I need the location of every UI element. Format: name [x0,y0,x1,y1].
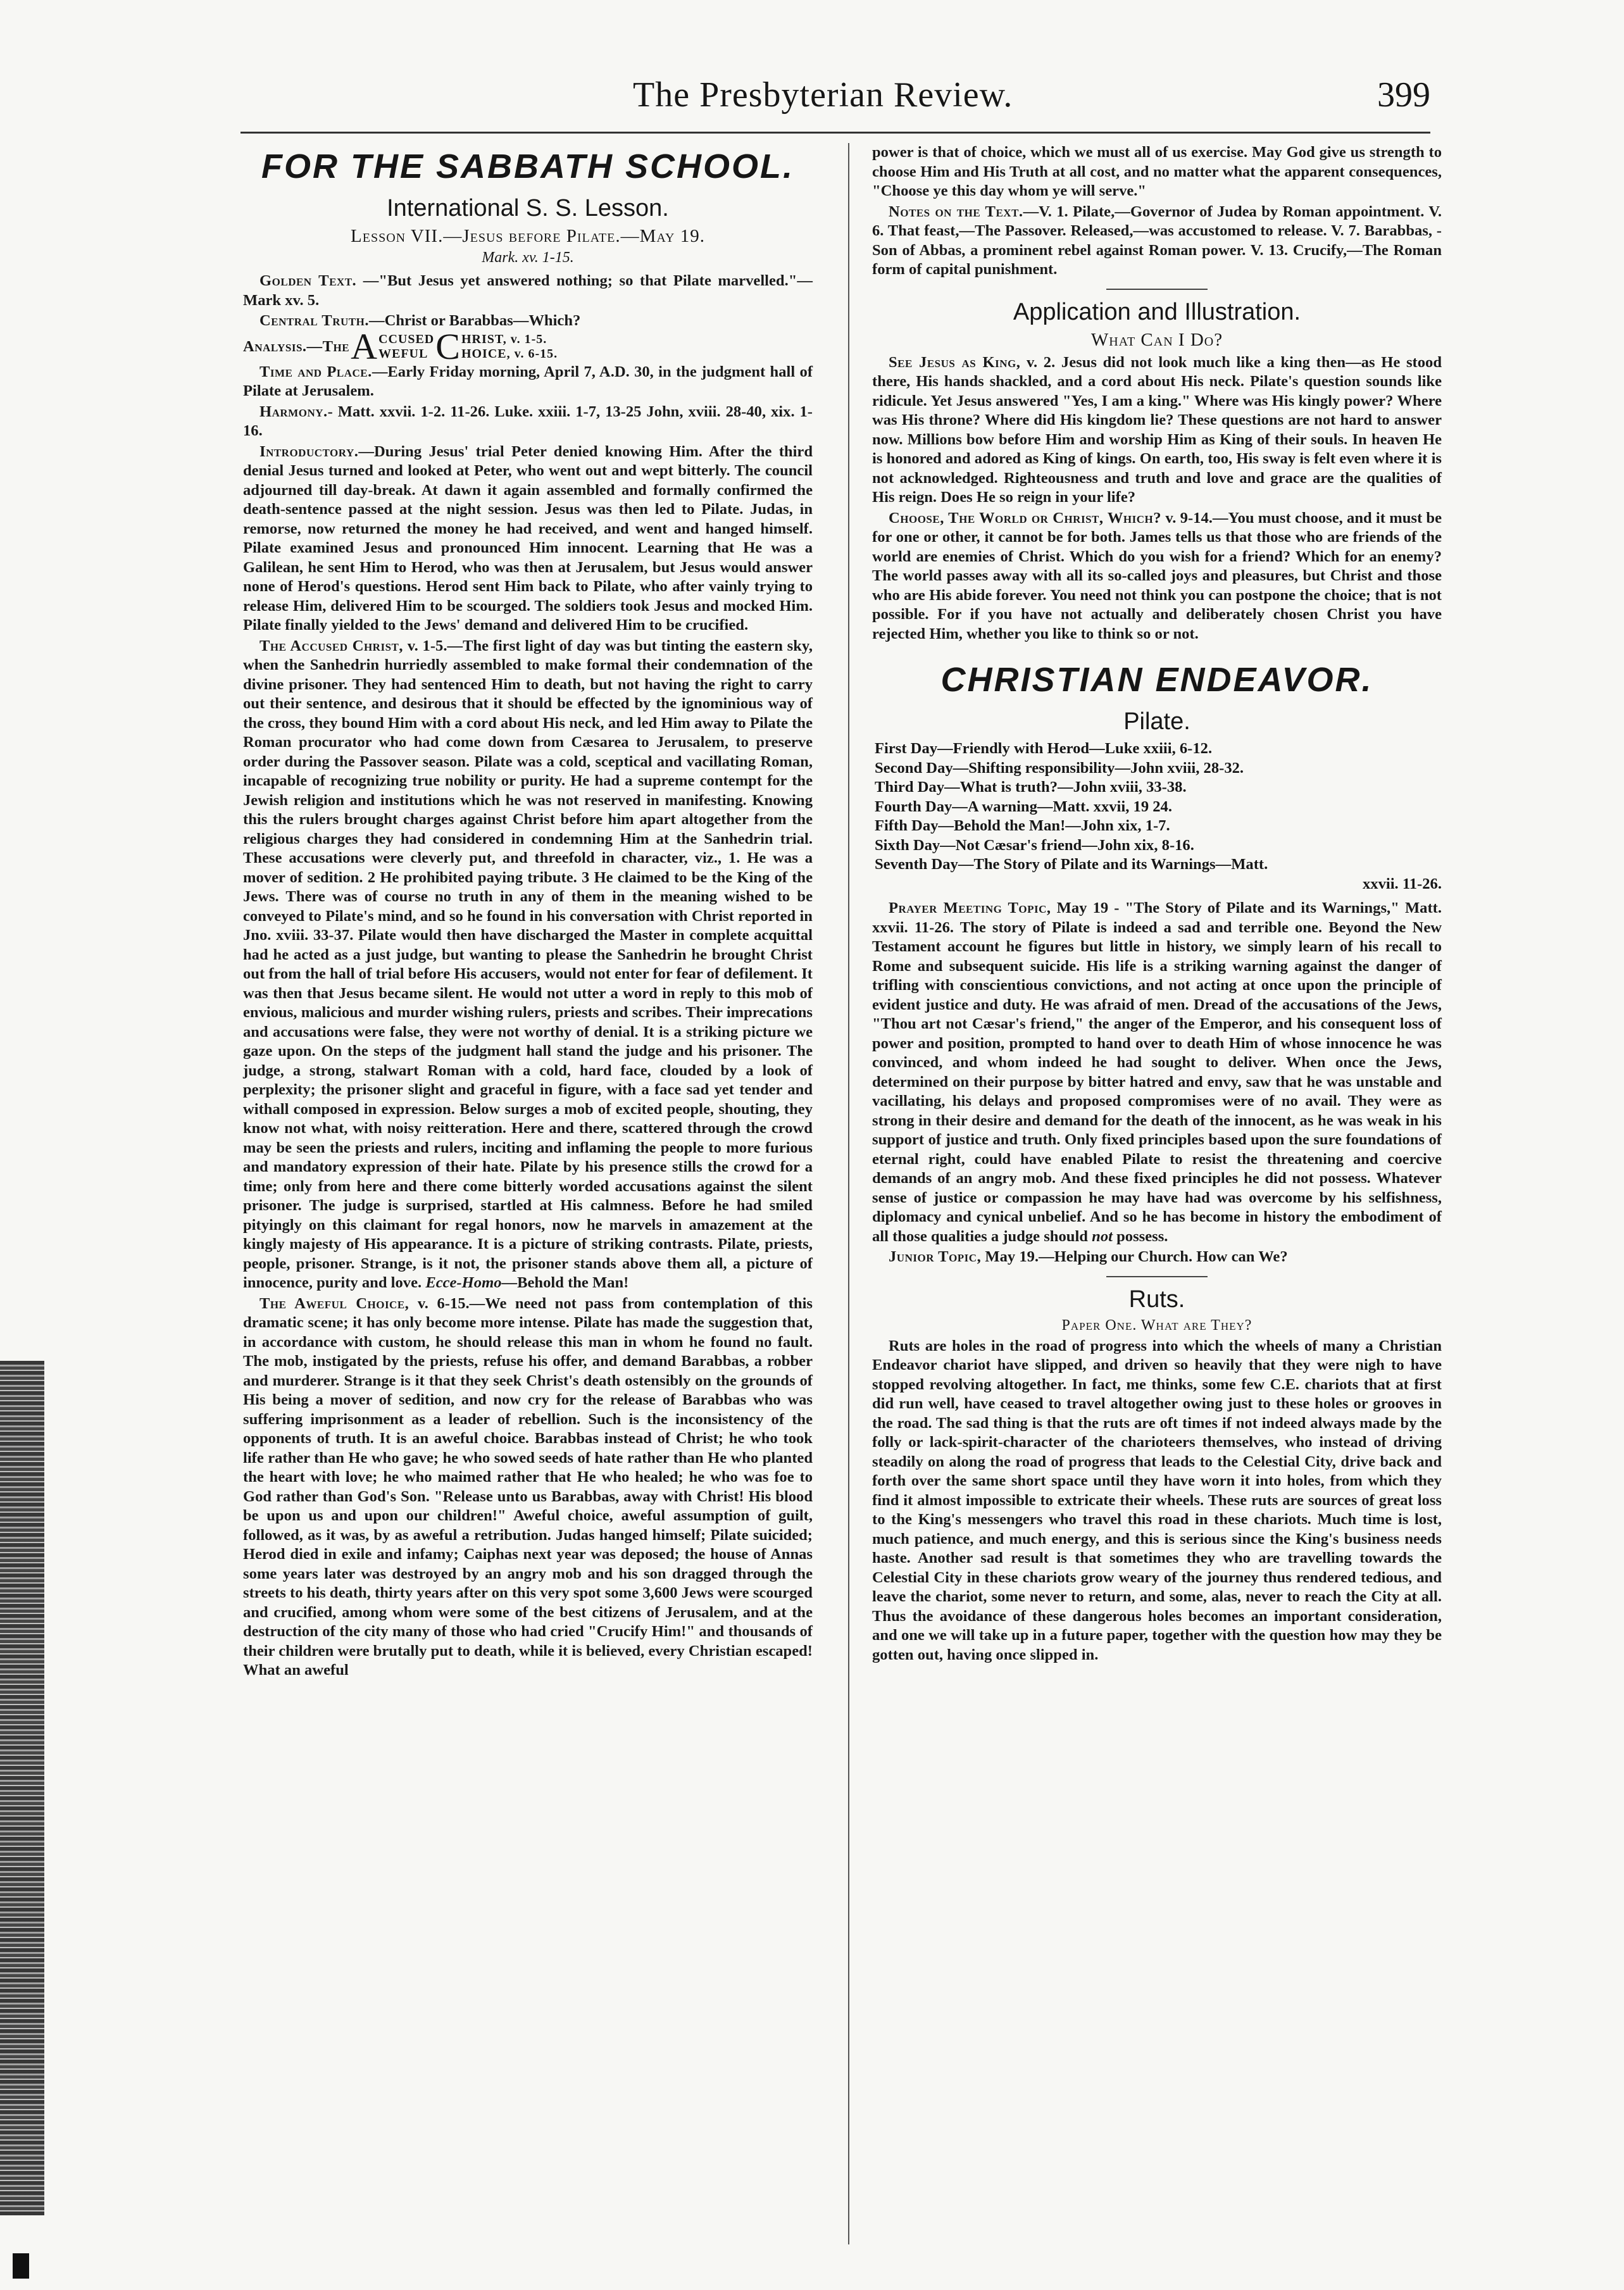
lesson-reference: Mark. xv. 1-15. [482,249,574,266]
junior-topic: Junior Topic, May 19.—Helping our Church. How can We? [889,1248,1288,1265]
day-reading: Third Day—What is truth?—John xviii, 33-38. [875,779,1187,796]
sabbath-school-banner: FOR THE SABBATH SCHOOL. [261,147,794,185]
christian-endeavor-banner: CHRISTIAN ENDEAVOR. [940,661,1373,699]
aweful-choice: The Aweful Choice, v. 6-15.—We need not pass from contemplation of this dramatic scene; it has only become more intense. Pilate has made the suggestion that, in accordance with custom, he should release this man in whom he found no fault. The mob, instigated by the priests, refuse his offer, and demand Barabbas, a robber and murderer. Strange is it that they seek Christ's death ostensibly on the grounds of His being a mover of sedition, and now cry for the release of Barabbas who was suffering imprisonment as a leader of rebellion. Such is the inconsistency of the opponents of truth. It is an aweful choice. Barabbas instead of Christ; he who took life rather than He who gave; he who sowed seeds of hate rather than He who planted the heart with love; he who maimed rather that He who healed; he who was foe to God rather than God's Son. "Release unto us Barabbas, away with Christ! His blood be upon us and upon our children!" Aweful choice, aweful assumption of guilt, followed, as it was, by as aweful a retribution. Judas hanged himself; Pilate suicided; Herod died in exile and infamy; Caiphas next year was deposed; the house of Annas some years later was destroyed by an angry mob and his son dragged through the streets to his death, thirty years after on this very spot some 3,600 Jews were scourged and crucified, among whom were some of the best citizens of Jerusalem, and at the destruction of the city many of those who had cried "Crucify Him!" and thousands of their children were brutally put to death, while it is believed, every Christian escaped! What an aweful [243,1294,813,1679]
day-reading: Seventh Day—The Story of Pilate and its Warnings—Matt. [875,856,1268,873]
day-reading: Fourth Day—A warning—Matt. xxvii, 19 24. [875,798,1173,815]
daily-readings [872,739,1442,894]
choose-world-or-christ: Choose, The World or Christ, Which? v. 9-14.—You must choose, and it must be for one or other, it cannot be for both. James tells us that those who are friends of the world are enemies of Christ. Which do you wish for a friend? Which for an enemy? The world passes away with all its so-called joys and pleasures, but Christ and those who are His abide forever. You need not think you can postpone the choice; that is not possible. For if you have not actually and deliberately chosen Christ you have rejected Him, whether you like to think so or not. [872,509,1442,642]
left-column [243,143,813,1682]
day-reading: Sixth Day—Not Cæsar's friend—John xix, 8-16. [875,836,1194,854]
prayer-meeting-topic: Prayer Meeting Topic, May 19 - "The Story of Pilate and its Warnings," Matt. xxvii. 11-26. The story of Pilate is indeed a sad and terrible one. Beyond the New Testament account he figures but little in history, we simply learn of his recall to Rome and subsequent suicide. His life is a striking warning against the danger of trifling with conscientious convictions, and not acting at once upon the principle of evident justice and duty. He was afraid of men. Dread of the accusations of the Jews, "Thou art not Cæsar's friend," the anger of the Emperor, and his consequent loss of power and position, prompted to hand over to death Him of whose innocence he was convinced, and whom indeed he had sought to deliver. When once the Jews, determined on their purpose by bitter hatred and envy, saw that he was unstable and vacillating, his delays and proposed compromises were of no avail. They were as strong in their desire and demand for the death of the innocent, as he was weak in his support of justice and truth. Only fixed principles based upon the sure foundations of eternal right, could have enabled Pilate to resist the threatening and coercive demands of an angry mob. And these fixed principles he did not possess. Whatever sense of justice or compassion he may have had was overcome by his selfishness, diplomacy and cynical unbelief. And so he has become in history the embodiment of all those qualities a judge should not possess. [872,899,1442,1245]
separator [1106,289,1208,290]
central-truth: Central Truth.—Christ or Barabbas—Which? [259,312,581,329]
separator [1106,1276,1208,1277]
running-title: The Presbyterian Review. [633,75,1013,115]
time-and-place: Time and Place.—Early Friday morning, April 7, A.D. 30, in the judgment hall of Pilate at Jerusalem. [243,363,813,399]
analysis-initial-c: C [435,325,460,367]
day-reading: Fifth Day—Behold the Man!—John xix, 1-7. [875,817,1170,834]
see-jesus-as-king: See Jesus as King, v. 2. Jesus did not look much like a king then—as He stood there, His hands shackled, and a cord about His neck. Pilate's question sounds like ridicule. Yet Jesus answered "Yes, I am a king." Where was His kingly power? Where was His throne? Where did His kingdom lie? These questions are not hard to answer now. Millions bow before Him and worship Him as King of their souls. In heaven He is honored and adored as King of kings. On earth, too, His sway is felt even where it is not acknowledged. Righteousness and truth and love and grace are the qualities of His reign. Does He so reign in your life? [872,353,1442,506]
golden-text: Golden Text. —"But Jesus yet answered nothing; so that Pilate marvelled."—Mark xv. 5. [243,272,813,309]
page-header [240,75,1430,132]
header-rule [240,132,1430,134]
notes-on-text: Notes on the Text.—V. 1. Pilate,—Governor of Judea by Roman appointment. V. 6. That feast,—The Passover. Released,—was accustomed to release. V. 7. Barabbas, - Son of Abbas, a prominent rebel against Roman power. V. 13. Crucify,—The Roman form of capital punishment. [872,203,1442,278]
golden-text-label: Golden Text. [259,272,357,289]
right-column [872,143,1442,1666]
column-divider [848,143,849,2244]
what-can-i-do: What Can I Do? [1090,329,1223,350]
application-subhead: Application and Illustration. [1013,298,1301,325]
analysis [243,325,813,367]
paper-one-line: Paper One. What are They? [1061,1317,1252,1334]
analysis-initial-a: A [351,325,377,367]
central-truth-label: Central Truth. [259,312,369,329]
analysis-a-words: CCUSED WEFUL [378,332,435,361]
analysis-c-words: HRIST, v. 1-5. HOICE, v. 6-15. [461,332,558,361]
lesson-subhead: International S. S. Lesson. [387,195,669,222]
ruts-subhead: Ruts. [1128,1286,1185,1313]
introductory: Introductory.—During Jesus' trial Peter denied knowing Him. After the third denial Jesus turned and looked at Peter, who went out and wept bitterly. The council adjourned till day-break. At dawn it again assembled and formally confirmed the death-sentence passed at the night session. Jesus was then led to Pilate. Judas, in remorse, now returned the money he had received, and went and hanged himself. Pilate examined Jesus and pronounced Him innocent. Learning that He was a Galilean, he sent Him to Herod, who was then at Jerusalem, but Jesus would answer none of Herod's questions. Herod sent Him back to Pilate, who after vainly trying to release Him, delivered Him to be scourged. The soldiers took Jesus and mocked Him. Pilate finally yielded to the Jews' demand and delivered Him to be crucified. [243,442,813,634]
day-reading: Second Day—Shifting responsibility—John xviii, 28-32. [875,759,1244,777]
harmony: Harmony.- Matt. xxvii. 1-2. 11-26. Luke. xxiii. 1-7, 13-25 John, xviii. 28-40, xix. 1-16. [243,403,813,439]
lesson-line: Lesson VII.—Jesus before Pilate.—May 19. [351,226,705,246]
page-number: 399 [1377,75,1430,115]
analysis-label: Analysis.—The [243,337,350,355]
ruts-text: Ruts are holes in the road of progress into which the wheels of many a Christian Endeavor chariot have slipped, and driven so heavily that they were nigh to have stopped revolving altogether. In fact, me thinks, some few C.E. chariots that at first did run well, have ceased to travel altogether owing just to these holes or grooves in the road. The sad thing is that the ruts are oft times if not indeed always made by the folly or lack-spirit-character of the charioteers themselves, who instead of driving steadily on along the road of progress that leads to the Celestial City, drive back and forth over the same short space until they have worn it into holes, from which they find it almost impossible to extricate their wheels. These ruts are sources of great loss to the King's messengers who travel this road in these chariots. Much time is lost, much patience, and much energy, and this is serious since the King's business needs haste. Another sad result is that sometimes they who are travelling towards the Celestial City in these chariots grow weary of the journey thus rendered tedious, and leave the chariot, some never to return, and some, alas, never to reach the City at all. Thus the avoidance of these dangerous holes becomes an important consideration, and one we will take up in a future paper, together with the question how may they be gotten out, having once slipped in. [872,1337,1442,1663]
accused-christ: The Accused Christ, v. 1-5.—The first light of day was but tinting the eastern sky, when the Sanhedrin hurriedly assembled to make formal their condemnation of the divine prisoner. They had sentenced Him to death, but not having the right to carry out their sentence, and desirous that it should be effected by the ignominious way of the cross, they bound Him with a cord about His neck, and led Him away to Pilate the Roman procurator who had come down from Cæsarea to Jerusalem, to preserve order during the Passover season. Pilate was a cold, sceptical and vacillating Roman, incapable of recognizing true nobility or purity. He had a supreme contempt for the Jewish religion and institutions which he was not reserved in manifesting. Knowing this the rulers brought charges against Christ before him apart altogether from the religious charges they had considered in condemning Him at the Sanhedrin trial. These accusations were cleverly put, and threefold in character, viz., 1. He was a mover of sedition. 2 He prohibited paying tribute. 3 He claimed to be the King of the Jews. There was of course no truth in any of them in the meaning wished to be conveyed to Pilate's mind, and so he found in his conversation with Christ reported in Jno. xviii. 33-37. Pilate would then have discharged the Master in complete acquittal had he acted as a just judge, but wanting to please the Sanhedrin he brought Christ out from the hall of trial before His accusers, would not enter for fear of defilement. It was then that Jesus became silent. He would not utter a word in reply to this mob of envious, malicious and murder wishing rulers, priests and scribes. Their imprecations and accusations were false, they were not worthy of denial. It is a striking picture we gaze upon. On the steps of the judgment hall stand the judge and his prisoner. The judge, a strong, stalwart Roman with a cold, hard face, clouded by a look of perplexity; the prisoner slight and graceful in figure, with a face sad yet tender and withall composed in expression. Below surges a mob of excited people, shouting, they know not what, with noisy reitteration. Here and there, scattered through the crowd may be seen the priests and rulers, inciting and inflaming the people to more furious and mandatory expression of their hate. Pilate by his presence stills the crowd for a time; only from here and there come bitterly worded accusations against the silent prisoner. The judge is surprised, startled at His calmness. Before he had smiled pityingly on this claimant for regal honors, now he marvels in amazement at the kingly majesty of His appearance. It is a picture of striking contrasts. Pilate, priests, people, prisoner. Strange, is it not, the prisoner stands above them all, a picture of innocence, purity and love. Ecce-Homo—Behold the Man! [243,637,813,1291]
day-reading: First Day—Friendly with Herod—Luke xxiii, 6-12. [875,740,1213,757]
continued-text: power is that of choice, which we must all of us exercise. May God give us strength to choose Him and His Truth at all cost, and no matter what the apparent consequences, "Choose ye this day whom ye will serve." [872,144,1442,199]
day-reading-continued: xxvii. 11-26. [1362,875,1442,892]
scan-edge-artifact [0,1361,44,2215]
scan-edge-artifact [13,2253,29,2279]
pilate-subhead: Pilate. [1123,708,1190,735]
